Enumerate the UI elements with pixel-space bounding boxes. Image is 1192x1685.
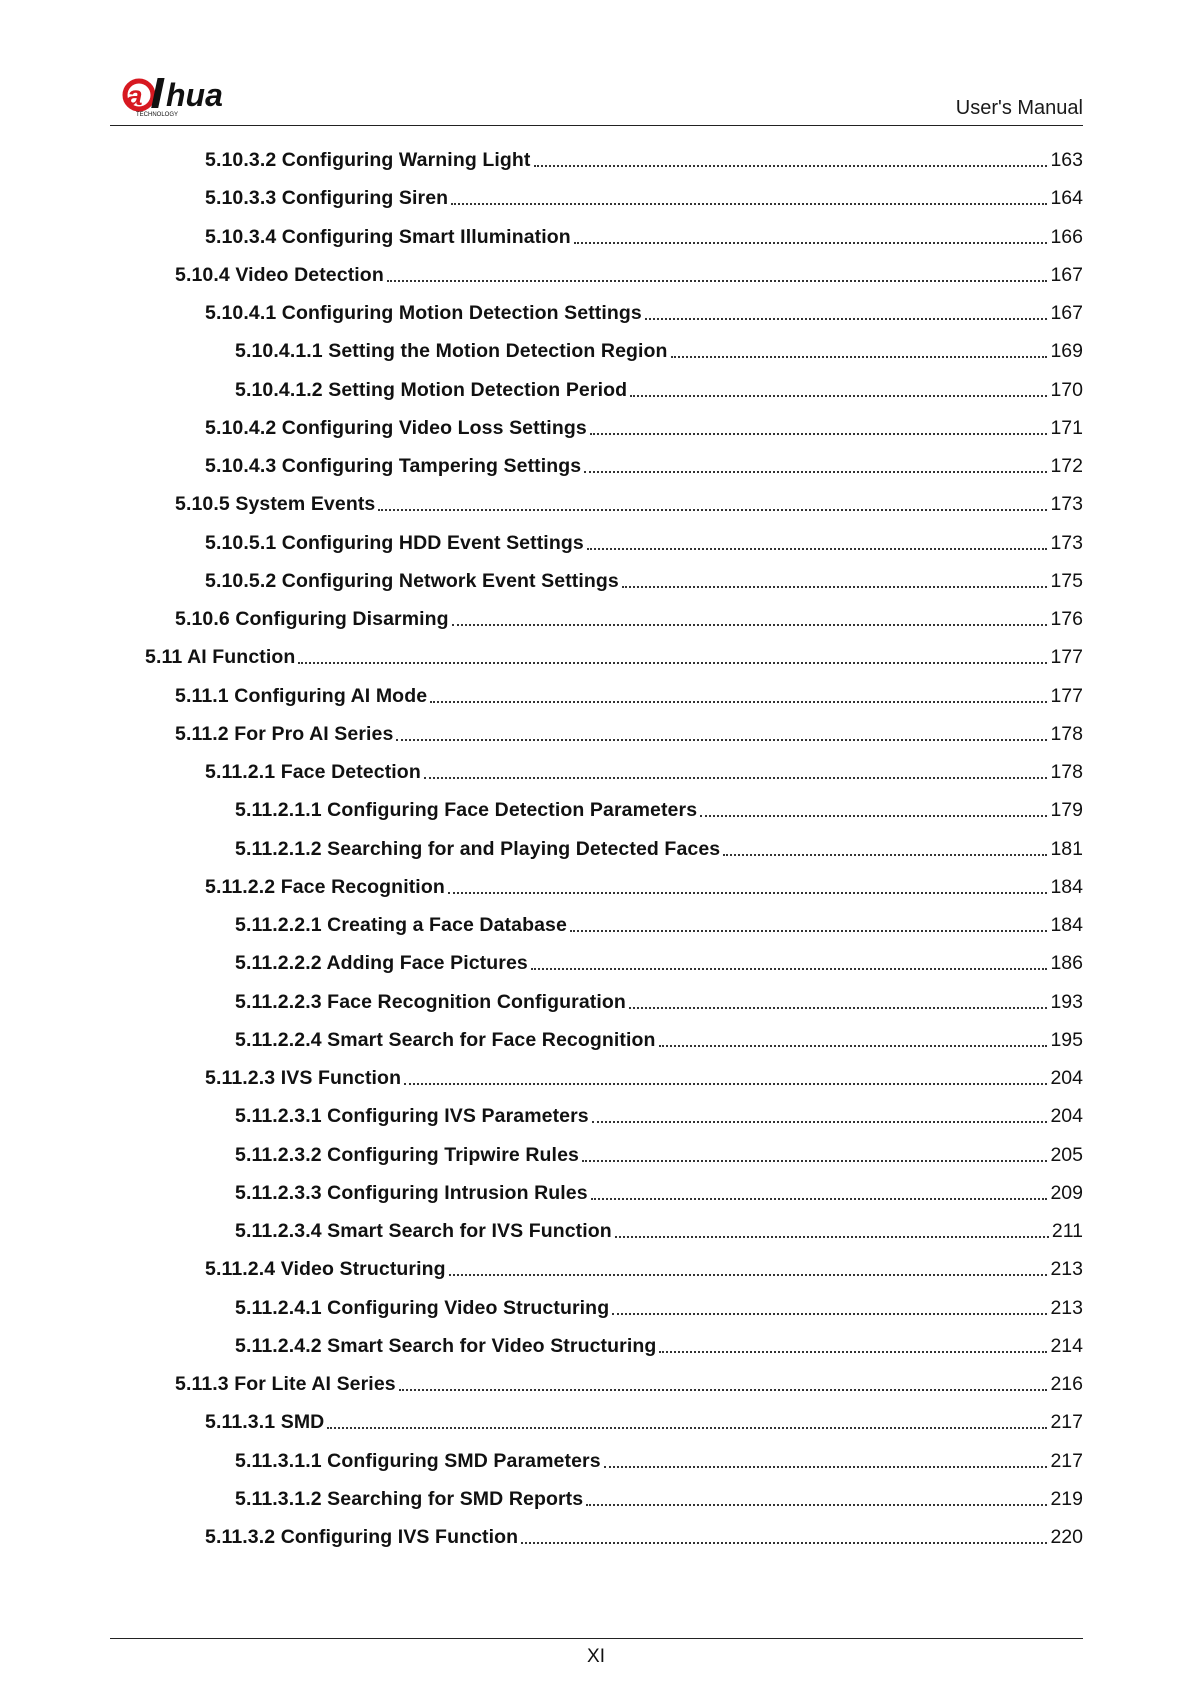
dot-leader — [378, 509, 1047, 511]
toc-entry[interactable] — [235, 325, 1083, 363]
toc-entry-title: 5.11.2.2.3 Face Recognition Configuration — [235, 990, 626, 1013]
dot-leader — [582, 1160, 1047, 1162]
toc-entry-title: 5.11.2.1.1 Configuring Face Detection Parameters — [235, 799, 698, 822]
dot-leader — [574, 242, 1048, 244]
toc-entry[interactable] — [235, 937, 1083, 975]
toc-entry-title: 5.10.4.1.1 Setting the Motion Detection Region — [235, 340, 668, 363]
toc-entry-title: 5.11.2.2 Face Recognition — [205, 875, 445, 898]
toc-entry-title: 5.10.6 Configuring Disarming — [175, 608, 449, 630]
toc-entry-page: 167 — [1050, 302, 1083, 324]
toc-entry-title: 5.10.5.1 Configuring HDD Event Settings — [205, 531, 584, 554]
toc-entry-page: 169 — [1050, 340, 1083, 363]
toc-entry[interactable] — [205, 134, 1083, 172]
toc-entry-page: 193 — [1050, 990, 1083, 1013]
toc-entry[interactable] — [205, 555, 1083, 593]
toc-entry-title: 5.11.2.2.1 Creating a Face Database — [235, 914, 567, 936]
toc-entry-title: 5.11.3.1.2 Searching for SMD Reports — [235, 1487, 584, 1510]
dot-leader — [430, 701, 1047, 703]
dot-leader — [570, 930, 1048, 932]
toc-entry-page: 172 — [1050, 455, 1083, 477]
toc-entry-title: 5.11.2.3.2 Configuring Tripwire Rules — [235, 1143, 579, 1166]
toc-entry-title: 5.10.5 System Events — [175, 493, 376, 516]
toc-entry-title: 5.11.2.4 Video Structuring — [205, 1258, 446, 1281]
dot-leader — [615, 1236, 1049, 1238]
toc-entry[interactable] — [205, 402, 1083, 440]
toc-entry[interactable] — [175, 1358, 1083, 1396]
toc-entry-title: 5.11.2.2.2 Adding Face Pictures — [235, 952, 528, 975]
dot-leader — [659, 1351, 1047, 1353]
dot-leader — [629, 1007, 1048, 1009]
toc-entry-title: 5.11.2 For Pro AI Series — [175, 722, 394, 745]
dot-leader — [531, 968, 1048, 970]
dot-leader — [387, 280, 1048, 282]
toc-entry-page: 184 — [1050, 875, 1083, 898]
toc-entry-page: 178 — [1050, 722, 1083, 745]
dot-leader — [723, 854, 1047, 856]
toc-entry[interactable] — [205, 1511, 1083, 1549]
dot-leader — [645, 318, 1048, 320]
toc-entry[interactable] — [235, 1129, 1083, 1167]
toc-entry[interactable] — [235, 1282, 1083, 1320]
toc-entry[interactable] — [235, 1014, 1083, 1052]
footer-divider — [110, 1638, 1083, 1639]
toc-entry-title: 5.10.4 Video Detection — [175, 263, 384, 286]
toc-entry[interactable] — [235, 1473, 1083, 1511]
toc-entry-page: 204 — [1050, 1067, 1083, 1089]
page-header — [110, 68, 1083, 126]
toc-entry[interactable] — [175, 708, 1083, 746]
toc-entry-page: 178 — [1050, 761, 1083, 783]
svg-text:TECHNOLOGY: TECHNOLOGY — [136, 112, 179, 118]
dot-leader — [659, 1045, 1048, 1047]
toc-entry-title: 5.11.2.1.2 Searching for and Playing Detected Faces — [235, 837, 721, 860]
dot-leader — [396, 739, 1047, 741]
header-divider — [110, 125, 1083, 126]
toc-entry-page: 181 — [1050, 837, 1083, 860]
dot-leader — [298, 662, 1047, 664]
dot-leader — [452, 624, 1048, 626]
toc-entry[interactable] — [235, 784, 1083, 822]
toc-entry-page: 195 — [1050, 1028, 1083, 1051]
dot-leader — [671, 356, 1048, 358]
toc-entry[interactable] — [205, 172, 1083, 210]
dot-leader — [587, 548, 1048, 550]
dot-leader — [586, 1504, 1047, 1506]
toc-entry-page: 175 — [1050, 569, 1083, 592]
dot-leader — [630, 395, 1047, 397]
toc-entry-page: 204 — [1050, 1105, 1083, 1128]
toc-entry-title: 5.10.5.2 Configuring Network Event Settings — [205, 569, 619, 592]
dot-leader — [521, 1542, 1047, 1544]
toc-entry-page: 220 — [1050, 1526, 1083, 1548]
toc-entry[interactable] — [235, 364, 1083, 402]
toc-entry-page: 214 — [1050, 1334, 1083, 1357]
toc-entry-title: 5.11.2.4.2 Smart Search for Video Structuring — [235, 1334, 657, 1357]
toc-entry-title: 5.11.3.1.1 Configuring SMD Parameters — [235, 1449, 601, 1472]
toc-entry-page: 171 — [1050, 416, 1083, 439]
dot-leader — [584, 471, 1047, 473]
toc-entry[interactable] — [235, 823, 1083, 861]
toc-entry-title: 5.10.3.2 Configuring Warning Light — [205, 149, 531, 171]
toc-entry[interactable] — [205, 440, 1083, 478]
svg-text:hua: hua — [166, 77, 223, 113]
toc-entry-page: 166 — [1050, 225, 1083, 248]
toc-entry-page: 213 — [1050, 1296, 1083, 1319]
dot-leader — [591, 1198, 1048, 1200]
dot-leader — [449, 1274, 1048, 1276]
toc-entry-title: 5.11.3.2 Configuring IVS Function — [205, 1526, 519, 1548]
toc-entry-page: 170 — [1050, 378, 1083, 401]
toc-entry-page: 186 — [1050, 952, 1083, 975]
toc-entry[interactable] — [235, 1320, 1083, 1358]
toc-entry[interactable] — [175, 670, 1083, 708]
dot-leader — [592, 1121, 1048, 1123]
toc-entry-page: 176 — [1050, 608, 1083, 630]
toc-entry-title: 5.10.4.2 Configuring Video Loss Settings — [205, 416, 587, 439]
toc-entry-page: 164 — [1050, 187, 1083, 210]
toc-entry-title: 5.11.2.1 Face Detection — [205, 761, 421, 783]
toc-entry-title: 5.10.3.4 Configuring Smart Illumination — [205, 225, 571, 248]
toc-entry-page: 209 — [1050, 1181, 1083, 1204]
toc-entry-title: 5.10.3.3 Configuring Siren — [205, 187, 449, 210]
toc-entry-title: 5.11.2.2.4 Smart Search for Face Recognition — [235, 1028, 656, 1051]
toc-entry-page: 163 — [1050, 149, 1083, 171]
toc-entry-title: 5.11.2.3.1 Configuring IVS Parameters — [235, 1105, 589, 1128]
toc-entry-page: 179 — [1050, 799, 1083, 822]
toc-entry[interactable] — [205, 1052, 1083, 1090]
toc-entry-page: 173 — [1050, 531, 1083, 554]
toc-entry-title: 5.11.2.4.1 Configuring Video Structuring — [235, 1296, 610, 1319]
dot-leader — [451, 203, 1047, 205]
dot-leader — [404, 1083, 1047, 1085]
toc-entry-title: 5.11.1 Configuring AI Mode — [175, 684, 428, 707]
toc-entry[interactable] — [205, 1243, 1083, 1281]
toc-entry[interactable] — [235, 1205, 1083, 1243]
dot-leader — [399, 1389, 1048, 1391]
dot-leader — [612, 1313, 1047, 1315]
dot-leader — [327, 1427, 1047, 1429]
toc-entry-title: 5.10.4.3 Configuring Tampering Settings — [205, 455, 582, 477]
toc-entry-page: 205 — [1050, 1143, 1083, 1166]
toc-entry-title: 5.10.4.1.2 Setting Motion Detection Period — [235, 378, 628, 401]
dot-leader — [448, 892, 1048, 894]
dot-leader — [534, 165, 1048, 167]
toc-entry-title: 5.11.3.1 SMD — [205, 1411, 325, 1434]
toc-entry[interactable] — [235, 976, 1083, 1014]
toc-entry-page: 177 — [1050, 646, 1083, 669]
toc-entry-title: 5.11.3 For Lite AI Series — [175, 1373, 396, 1395]
dot-leader — [424, 777, 1048, 779]
toc-entry[interactable] — [145, 631, 1083, 669]
toc-entry[interactable] — [205, 1396, 1083, 1434]
toc-entry[interactable] — [205, 211, 1083, 249]
toc-entry-title: 5.11 AI Function — [145, 646, 296, 669]
toc-entry-page: 216 — [1050, 1373, 1083, 1395]
toc-entry[interactable] — [205, 746, 1083, 784]
toc-entry[interactable] — [235, 1167, 1083, 1205]
toc-entry[interactable] — [205, 517, 1083, 555]
toc-entry[interactable] — [235, 1090, 1083, 1128]
toc-entry-title: 5.11.2.3.4 Smart Search for IVS Function — [235, 1220, 612, 1242]
toc-entry-title: 5.11.2.3 IVS Function — [205, 1067, 402, 1089]
toc-entry-title: 5.10.4.1 Configuring Motion Detection Settings — [205, 302, 642, 324]
svg-text:a: a — [127, 80, 143, 111]
dahua-logo-mark — [122, 76, 262, 118]
toc-entry-page: 217 — [1050, 1411, 1083, 1434]
toc-entry[interactable] — [175, 249, 1083, 287]
dot-leader — [604, 1466, 1048, 1468]
toc-entry-page: 177 — [1050, 684, 1083, 707]
page-number: XI — [587, 1646, 605, 1667]
toc-entry-title: 5.11.2.3.3 Configuring Intrusion Rules — [235, 1181, 588, 1204]
toc-entry-page: 219 — [1050, 1487, 1083, 1510]
toc-entry-page: 213 — [1050, 1258, 1083, 1281]
toc-entry[interactable] — [235, 899, 1083, 937]
toc-entry-page: 217 — [1050, 1449, 1083, 1472]
manual-title: User's Manual — [955, 97, 1083, 119]
toc-entry[interactable] — [205, 861, 1083, 899]
toc-entry[interactable] — [235, 1435, 1083, 1473]
toc-entry-page: 173 — [1050, 493, 1083, 516]
dot-leader — [622, 586, 1048, 588]
dot-leader — [590, 433, 1048, 435]
dahua-logo — [122, 76, 262, 118]
toc-entry-page: 184 — [1050, 914, 1083, 936]
dot-leader — [700, 815, 1047, 817]
toc-entry[interactable] — [205, 287, 1083, 325]
toc-entry-page: 167 — [1050, 263, 1083, 286]
toc-entry[interactable] — [175, 478, 1083, 516]
toc-entry-page: 211 — [1051, 1220, 1083, 1242]
toc-entry[interactable] — [175, 593, 1083, 631]
